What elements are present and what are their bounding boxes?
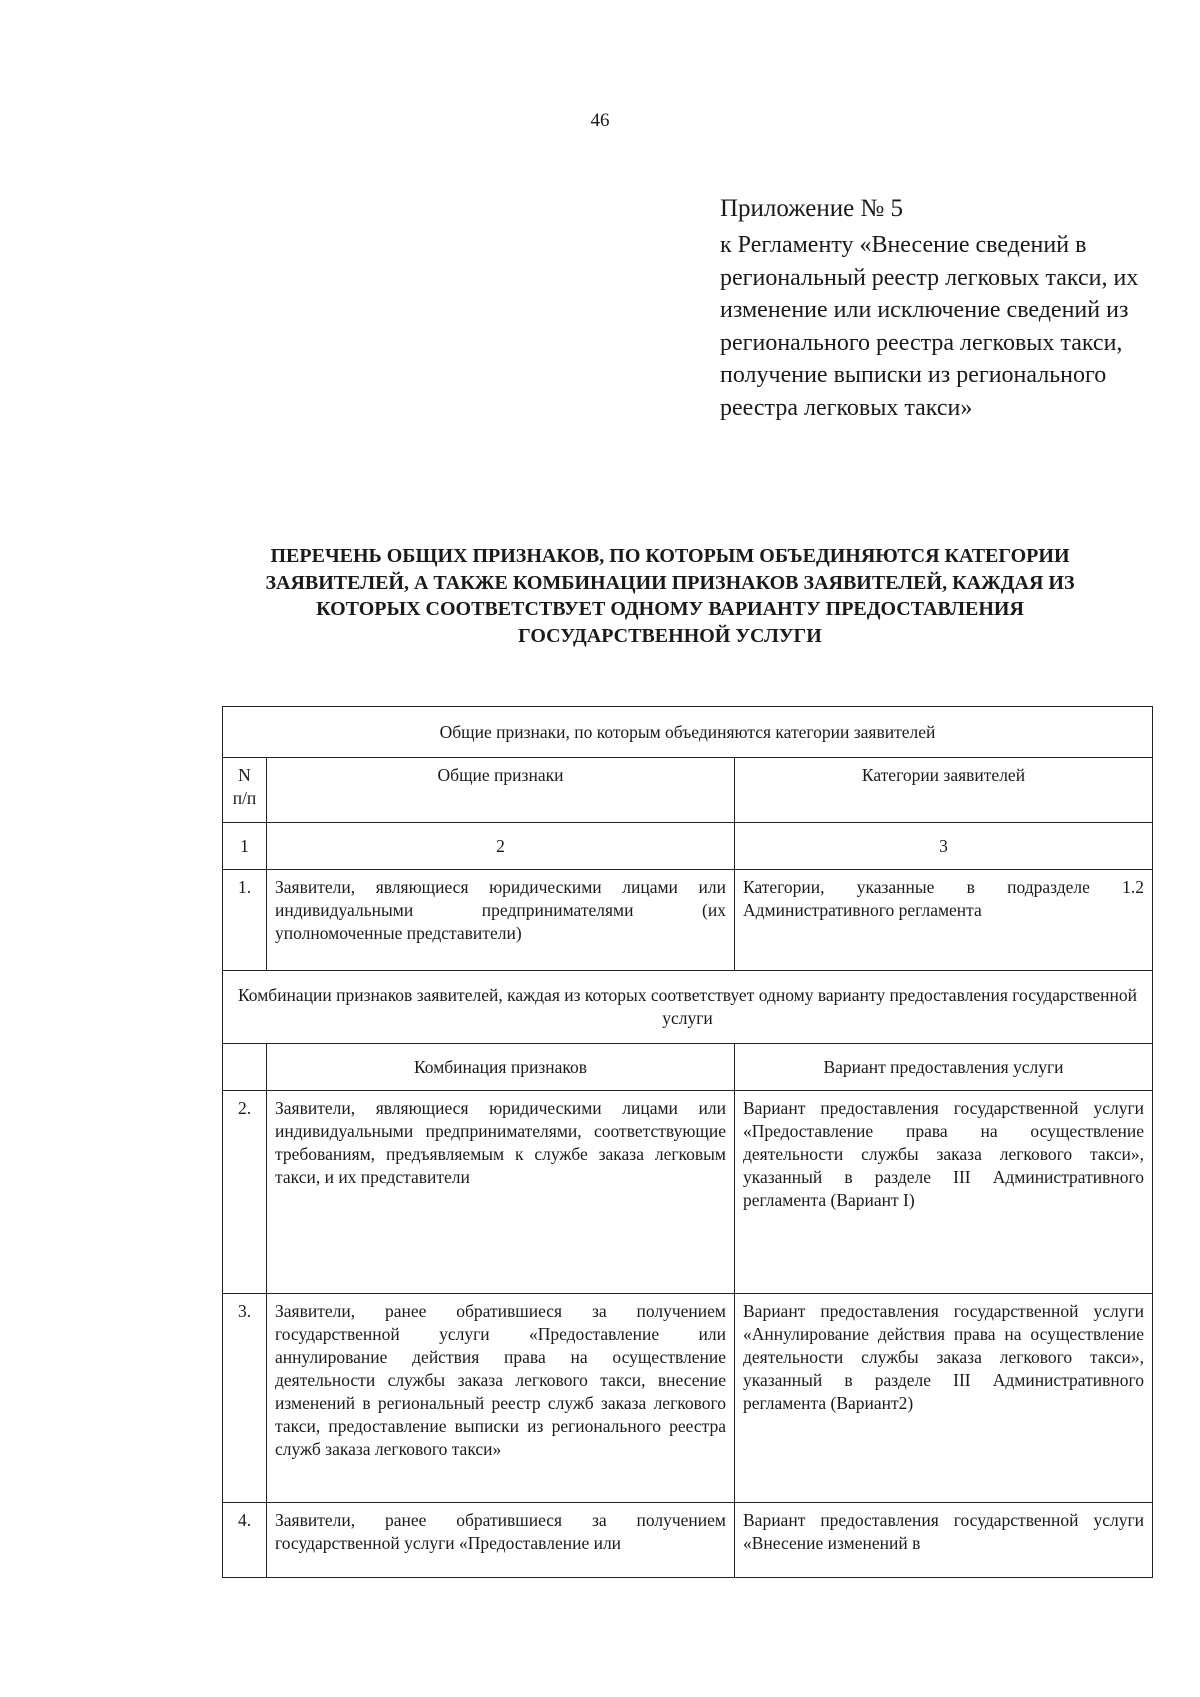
table-row: [223, 1091, 1153, 1294]
section-header-general: [223, 707, 1153, 758]
row-combination: Заявители, ранее обратившиеся за получением государственной услуги «Предоставление или аннулирование действия права на осуществление деятельности службы заказа легкового такси, внесение изменений в региональный реестр служб заказа легкового такси, предоставление выписки из регионального реестра служб заказа легкового такси»: [267, 1294, 735, 1503]
column-index: 1: [223, 823, 267, 870]
row-number: 2.: [223, 1091, 267, 1294]
row-number: 4.: [223, 1503, 267, 1578]
section2-title: Комбинации признаков заявителей, каждая из которых соответствует одному варианту предоставления государственной услуги: [223, 971, 1153, 1044]
row-variant: Вариант предоставления государственной услуги «Аннулирование действия права на осуществление деятельности службы заказа легкового такси», указанный в разделе III Административного регламента (Вариант2): [735, 1294, 1153, 1503]
header-categories: Категории заявителей: [735, 758, 1153, 823]
table-header-row-2: [223, 1044, 1153, 1091]
row-variant: Вариант предоставления государственной услуги «Внесение изменений в: [735, 1503, 1153, 1578]
row-combination: Заявители, являющиеся юридическими лицами или индивидуальными предпринимателями, соответствующие требованиям, предъявляемым к службе заказа легковым такси, и их представители: [267, 1091, 735, 1294]
column-index-row: [223, 823, 1153, 870]
header-empty-cell: [223, 1044, 267, 1091]
criteria-table: [222, 706, 1153, 1578]
page-number: 46: [590, 110, 610, 131]
row-number: 1.: [223, 870, 267, 971]
section1-title: Общие признаки, по которым объединяются категории заявителей: [223, 707, 1153, 758]
section-header-combinations: [223, 971, 1153, 1044]
column-index: 2: [267, 823, 735, 870]
row-category: Категории, указанные в подразделе 1.2 Административного регламента: [735, 870, 1153, 971]
table-row: [223, 1503, 1153, 1578]
table-header-row: [223, 758, 1153, 823]
annex-text: к Регламенту «Внесение сведений в региональный реестр легковых такси, их изменение или исключение сведений из регионального реестра легковых такси, получение выписки из регионального реестра легковых такси»: [720, 232, 1139, 421]
row-number: 3.: [223, 1294, 267, 1503]
column-index: 3: [735, 823, 1153, 870]
annex-block: [720, 193, 1160, 424]
row-feature: Заявители, являющиеся юридическими лицами или индивидуальными предпринимателями (их уполномоченные представители): [267, 870, 735, 971]
row-combination: Заявители, ранее обратившиеся за получением государственной услуги «Предоставление или: [267, 1503, 735, 1578]
header-general-features: Общие признаки: [267, 758, 735, 823]
header-combination: Комбинация признаков: [267, 1044, 735, 1091]
header-variant: Вариант предоставления услуги: [735, 1044, 1153, 1091]
row-variant: Вариант предоставления государственной услуги «Предоставление права на осуществление деятельности службы заказа легкового такси», указанный в разделе III Административного регламента (Вариант I): [735, 1091, 1153, 1294]
table-row: [223, 1294, 1153, 1503]
header-number: N п/п: [223, 758, 267, 823]
annex-title: Приложение № 5: [720, 195, 904, 222]
table-row: [223, 870, 1153, 971]
document-title: ПЕРЕЧЕНЬ ОБЩИХ ПРИЗНАКОВ, ПО КОТОРЫМ ОБЪЕДИНЯЮТСЯ КАТЕГОРИИ ЗАЯВИТЕЛЕЙ, А ТАКЖЕ КОМБИНАЦИИ ПРИЗНАКОВ ЗАЯВИТЕЛЕЙ, КАЖДАЯ ИЗ КОТОРЫХ СООТВЕТСТВУЕТ ОДНОМУ ВАРИАНТУ ПРЕДОСТАВЛЕНИЯ ГОСУДАРСТВЕННОЙ УСЛУГИ: [265, 545, 1075, 647]
